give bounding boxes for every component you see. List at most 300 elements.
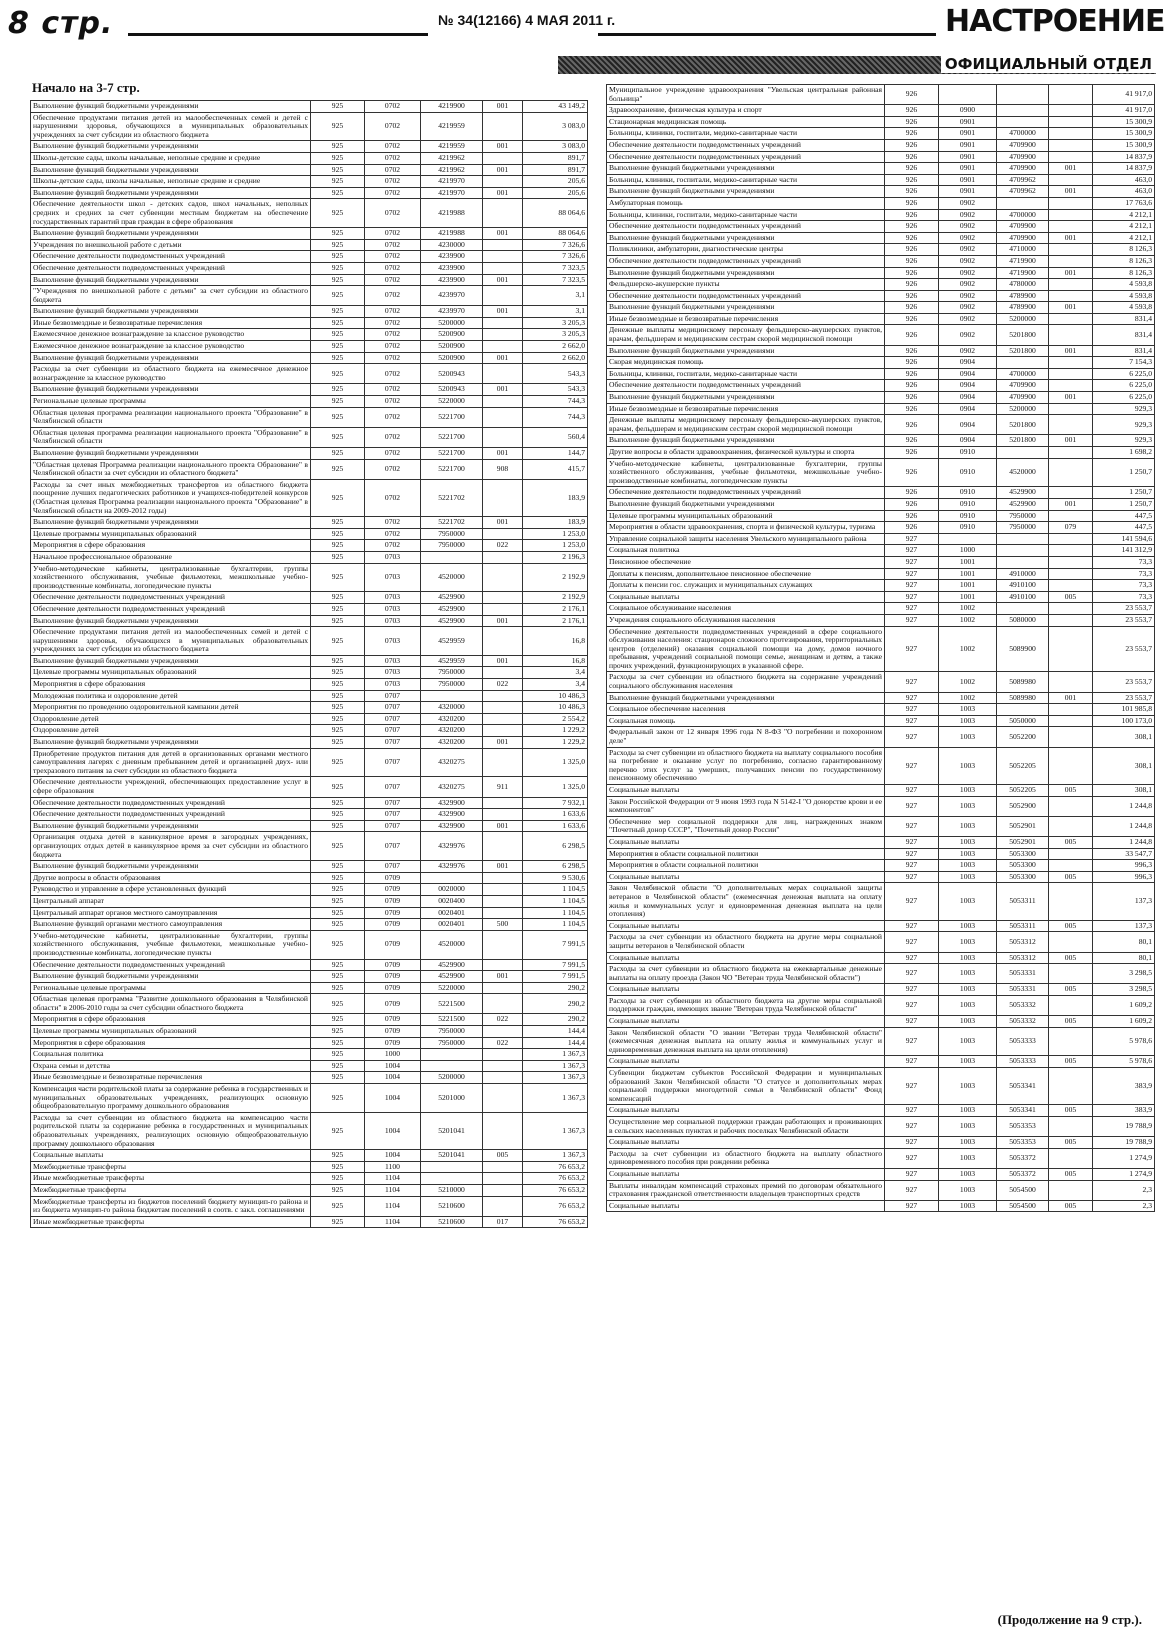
target-article-code: 7950000: [421, 679, 483, 691]
section-code: 1003: [939, 1105, 997, 1117]
target-article-code: 5089900: [997, 626, 1049, 672]
table-row: [31, 1184, 588, 1196]
ministry-code: 927: [885, 1105, 939, 1117]
expense-type-code: [1049, 1180, 1093, 1200]
amount: 14 837,9: [1093, 163, 1155, 175]
expense-type-code: [483, 317, 523, 329]
amount: 1 229,2: [523, 725, 588, 737]
line-item-name: Целевые программы муниципальных образований: [607, 510, 885, 522]
amount: 1 104,5: [523, 895, 588, 907]
ministry-code: 925: [311, 563, 365, 592]
section-code: 0904: [939, 435, 997, 447]
line-item-name: Центральный аппарат органов местного самоуправления: [31, 907, 311, 919]
line-item-name: Социальные выплаты: [607, 871, 885, 883]
expense-type-code: [1049, 151, 1093, 163]
ministry-code: 926: [885, 368, 939, 380]
table-row: [607, 984, 1155, 996]
line-item-name: Социальное обеспечение населения: [607, 704, 885, 716]
expense-type-code: [1049, 1068, 1093, 1105]
ministry-code: 925: [311, 982, 365, 994]
table-row: [607, 860, 1155, 872]
section-code: 1001: [939, 580, 997, 592]
target-article-code: 7950000: [421, 667, 483, 679]
amount: 7 991,5: [523, 930, 588, 959]
target-article-code: 5200000: [997, 313, 1049, 325]
ministry-code: 926: [885, 290, 939, 302]
table-row: [607, 498, 1155, 510]
ministry-code: 926: [885, 186, 939, 198]
amount: 7 154,3: [1093, 357, 1155, 369]
amount: 2 554,2: [523, 713, 588, 725]
amount: 1 609,2: [1093, 995, 1155, 1015]
amount: 10 486,3: [523, 690, 588, 702]
expense-type-code: 001: [483, 306, 523, 318]
section-code: 0702: [365, 329, 421, 341]
table-row: [31, 341, 588, 353]
target-article-code: 5201800: [997, 415, 1049, 435]
line-item-name: Пенсионное обеспечение: [607, 556, 885, 568]
line-item-name: Целевые программы муниципальных образований: [31, 667, 311, 679]
amount: 73,3: [1093, 580, 1155, 592]
line-item-name: Региональные целевые программы: [31, 396, 311, 408]
amount: 3 083,0: [523, 141, 588, 153]
table-row: [607, 415, 1155, 435]
ministry-code: 927: [885, 1137, 939, 1149]
expense-type-code: [483, 994, 523, 1014]
line-item-name: Управление социальной защиты населения Увельского муниципального района: [607, 533, 885, 545]
ministry-code: 925: [311, 396, 365, 408]
amount: 1 250,7: [1093, 458, 1155, 487]
amount: 1 104,5: [523, 907, 588, 919]
target-article-code: 4709900: [997, 151, 1049, 163]
amount: 7 932,1: [523, 797, 588, 809]
target-article-code: 5201800: [997, 435, 1049, 447]
ministry-code: 925: [311, 861, 365, 873]
ministry-code: 926: [885, 232, 939, 244]
line-item-name: Социальные выплаты: [607, 1105, 885, 1117]
ministry-code: 927: [885, 692, 939, 704]
amount: 996,3: [1093, 871, 1155, 883]
amount: 4 212,1: [1093, 232, 1155, 244]
section-code: 1003: [939, 932, 997, 952]
target-article-code: 0020401: [421, 907, 483, 919]
table-row: [607, 1168, 1155, 1180]
expense-type-code: 001: [483, 141, 523, 153]
ministry-code: 927: [885, 591, 939, 603]
table-row: [31, 329, 588, 341]
amount: 1 250,7: [1093, 498, 1155, 510]
line-item-name: Выполнение функций бюджетными учреждениями: [607, 435, 885, 447]
line-item-name: Мероприятия в области здравоохранения, спорта и физической культуры, туризма: [607, 522, 885, 534]
ministry-code: 927: [885, 603, 939, 615]
amount: 1 367,3: [523, 1060, 588, 1072]
expense-type-code: [483, 329, 523, 341]
table-row: [31, 603, 588, 615]
amount: 4 593,8: [1093, 290, 1155, 302]
table-row: [607, 747, 1155, 784]
expense-type-code: [1049, 747, 1093, 784]
amount: 1 325,0: [523, 777, 588, 797]
expense-type-code: 001: [1049, 392, 1093, 404]
amount: 14 837,9: [1093, 151, 1155, 163]
amount: 308,1: [1093, 747, 1155, 784]
expense-type-code: [483, 748, 523, 777]
expense-type-code: 005: [1049, 785, 1093, 797]
ministry-code: 925: [311, 407, 365, 427]
target-article-code: 5221700: [421, 427, 483, 447]
target-article-code: 4239900: [421, 274, 483, 286]
ministry-code: 926: [885, 392, 939, 404]
amount: 76 653,2: [523, 1196, 588, 1216]
expense-type-code: 005: [1049, 984, 1093, 996]
amount: 10 486,3: [523, 702, 588, 714]
amount: 137,3: [1093, 920, 1155, 932]
section-code: 0702: [365, 187, 421, 199]
line-item-name: Обеспечение деятельности учреждений, обеспечивающих предоставление услуг в сфере образования: [31, 777, 311, 797]
amount: 744,3: [523, 396, 588, 408]
ministry-code: 925: [311, 1014, 365, 1026]
expense-type-code: [1049, 1027, 1093, 1056]
amount: 41 917,0: [1093, 105, 1155, 117]
ministry-code: 925: [311, 907, 365, 919]
header-rule: [598, 33, 936, 36]
line-item-name: Больницы, клиники, госпитали, медико-санитарные части: [607, 128, 885, 140]
line-item-name: Выполнение функций бюджетными учреждениями: [31, 101, 311, 113]
ministry-code: 927: [885, 1168, 939, 1180]
expense-type-code: 001: [483, 384, 523, 396]
line-item-name: Иные межбюджетные трансферты: [31, 1216, 311, 1228]
line-item-name: Мероприятия по проведению оздоровительной кампании детей: [31, 702, 311, 714]
expense-type-code: [1049, 139, 1093, 151]
line-item-name: Школы-детские сады, школы начальные, неполные средние и средние: [31, 176, 311, 188]
table-row: [31, 407, 588, 427]
expense-type-code: 001: [483, 187, 523, 199]
expense-type-code: [1049, 174, 1093, 186]
ministry-code: 925: [311, 809, 365, 821]
amount: 6 298,5: [523, 832, 588, 861]
ministry-code: 926: [885, 105, 939, 117]
target-article-code: 4529900: [421, 959, 483, 971]
section-code: 0902: [939, 302, 997, 314]
expense-type-code: 005: [1049, 1200, 1093, 1212]
amount: 1 104,5: [523, 919, 588, 931]
section-code: 0703: [365, 603, 421, 615]
section-code: 0702: [365, 251, 421, 263]
expense-type-code: [1049, 1148, 1093, 1168]
expense-type-code: 005: [1049, 920, 1093, 932]
table-row: [607, 591, 1155, 603]
amount: 1 367,3: [523, 1112, 588, 1149]
target-article-code: 5200000: [997, 403, 1049, 415]
expense-type-code: [483, 982, 523, 994]
line-item-name: Межбюджетные трансферты: [31, 1184, 311, 1196]
table-row: [31, 777, 588, 797]
line-item-name: Учреждения по внешкольной работе с детьми: [31, 239, 311, 251]
section-code: 0709: [365, 1026, 421, 1038]
section-code: 1003: [939, 1117, 997, 1137]
ministry-code: 925: [311, 592, 365, 604]
table-row: [607, 932, 1155, 952]
line-item-name: Денежные выплаты медицинскому персоналу фельдшерско-акушерских пунктов, врачам, фельдшерам и медицинским сестрам скорой медицинской помощи: [607, 415, 885, 435]
amount: 5 978,6: [1093, 1027, 1155, 1056]
amount: 1 229,2: [523, 737, 588, 749]
line-item-name: Обеспечение деятельности подведомственных учреждений: [607, 487, 885, 499]
table-row: [607, 672, 1155, 692]
amount: 1 698,2: [1093, 447, 1155, 459]
table-row: [31, 352, 588, 364]
amount: 3 205,3: [523, 329, 588, 341]
line-item-name: Выполнение функций бюджетными учреждениями: [31, 306, 311, 318]
expense-type-code: [483, 702, 523, 714]
target-article-code: 5200000: [421, 1072, 483, 1084]
line-item-name: Региональные целевые программы: [31, 982, 311, 994]
section-code: 0902: [939, 313, 997, 325]
section-code: 0702: [365, 274, 421, 286]
issue-line: № 34(12166) 4 МАЯ 2011 г.: [438, 12, 616, 28]
line-item-name: Расходы за счет субвенции из областного бюджета на компенсацию части родительской платы за содержание ребенка в государственных и муниципальных образовательных учреждениях, реализующих основную общеобразовательную программу дошкольного образования: [31, 1112, 311, 1149]
amount: 7 326,6: [523, 251, 588, 263]
table-row: [607, 1016, 1155, 1028]
expense-type-code: 001: [483, 971, 523, 983]
amount: 2 192,9: [523, 592, 588, 604]
target-article-code: [997, 603, 1049, 615]
section-code: 0910: [939, 447, 997, 459]
section-code: 0707: [365, 748, 421, 777]
target-article-code: 4520000: [997, 458, 1049, 487]
ministry-code: 925: [311, 176, 365, 188]
ministry-code: 926: [885, 522, 939, 534]
ministry-code: 925: [311, 895, 365, 907]
target-article-code: 5050000: [997, 715, 1049, 727]
expense-type-code: [1049, 368, 1093, 380]
ministry-code: 927: [885, 796, 939, 816]
ministry-code: 925: [311, 959, 365, 971]
amount: 290,2: [523, 1014, 588, 1026]
ministry-code: 927: [885, 1016, 939, 1028]
amount: 3,1: [523, 286, 588, 306]
line-item-name: Выполнение функций бюджетными учреждениями: [607, 186, 885, 198]
line-item-name: Денежные выплаты медицинскому персоналу фельдшерско-акушерских пунктов, врачам, фельдшерам и медицинским сестрам скорой медицинской помощи: [607, 325, 885, 345]
table-row: [607, 1105, 1155, 1117]
amount: 76 653,2: [523, 1216, 588, 1228]
section-code: 0703: [365, 592, 421, 604]
budget-table-right: [606, 84, 1154, 1212]
amount: 19 788,9: [1093, 1137, 1155, 1149]
expense-type-code: 001: [483, 737, 523, 749]
table-row: [31, 615, 588, 627]
section-code: 1003: [939, 1027, 997, 1056]
ministry-code: 925: [311, 1150, 365, 1162]
target-article-code: 4219900: [421, 101, 483, 113]
target-article-code: 7950000: [421, 1037, 483, 1049]
amount: 3,1: [523, 306, 588, 318]
target-article-code: [421, 690, 483, 702]
ministry-code: 926: [885, 313, 939, 325]
amount: 1 609,2: [1093, 1016, 1155, 1028]
amount: 16,8: [523, 655, 588, 667]
ministry-code: 925: [311, 615, 365, 627]
table-row: [31, 551, 588, 563]
expense-type-code: [483, 1026, 523, 1038]
expense-type-code: [1049, 545, 1093, 557]
ministry-code: 926: [885, 345, 939, 357]
amount: 1 244,8: [1093, 836, 1155, 848]
line-item-name: Социальные выплаты: [607, 984, 885, 996]
expense-type-code: 001: [1049, 498, 1093, 510]
section-code: 0902: [939, 345, 997, 357]
table-row: [31, 982, 588, 994]
target-article-code: 4910000: [997, 568, 1049, 580]
expense-type-code: [1049, 580, 1093, 592]
line-item-name: Мероприятия в сфере образования: [31, 540, 311, 552]
section-code: 1003: [939, 1068, 997, 1105]
table-row: [607, 952, 1155, 964]
expense-type-code: 001: [483, 164, 523, 176]
target-article-code: [421, 1060, 483, 1072]
section-code: 0702: [365, 459, 421, 479]
ministry-code: 927: [885, 860, 939, 872]
line-item-name: Обеспечение деятельности подведомственных учреждений: [607, 139, 885, 151]
amount: 15 300,9: [1093, 128, 1155, 140]
target-article-code: 4719900: [997, 255, 1049, 267]
ministry-code: 925: [311, 971, 365, 983]
target-article-code: 4219962: [421, 164, 483, 176]
expense-type-code: [483, 592, 523, 604]
section-code: 0702: [365, 164, 421, 176]
target-article-code: 4709962: [997, 186, 1049, 198]
amount: 144,4: [523, 1026, 588, 1038]
section-code: 0702: [365, 364, 421, 384]
ministry-code: 925: [311, 737, 365, 749]
amount: 3 298,5: [1093, 964, 1155, 984]
target-article-code: 7950000: [421, 1026, 483, 1038]
section-code: 1002: [939, 626, 997, 672]
amount: 929,3: [1093, 415, 1155, 435]
ministry-code: 925: [311, 832, 365, 861]
expense-type-code: [1049, 447, 1093, 459]
section-code: 0910: [939, 458, 997, 487]
target-article-code: 5053333: [997, 1027, 1049, 1056]
expense-type-code: 001: [483, 101, 523, 113]
table-row: [607, 522, 1155, 534]
target-article-code: 5221702: [421, 517, 483, 529]
ministry-code: 925: [311, 1173, 365, 1185]
section-code: 0904: [939, 392, 997, 404]
section-code: 1004: [365, 1084, 421, 1113]
ministry-code: 925: [311, 655, 365, 667]
section-code: 1104: [365, 1216, 421, 1228]
target-article-code: 4710000: [997, 244, 1049, 256]
target-article-code: [421, 551, 483, 563]
target-article-code: 4700000: [997, 368, 1049, 380]
target-article-code: 5052200: [997, 727, 1049, 747]
ministry-code: 927: [885, 984, 939, 996]
table-row: [607, 692, 1155, 704]
target-article-code: 4329976: [421, 861, 483, 873]
expense-type-code: [483, 1049, 523, 1061]
line-item-name: Иные безвозмездные и безвозвратные перечисления: [31, 317, 311, 329]
ministry-code: 926: [885, 85, 939, 105]
ministry-code: 925: [311, 930, 365, 959]
target-article-code: 4529959: [421, 655, 483, 667]
ministry-code: 925: [311, 459, 365, 479]
amount: 205,6: [523, 176, 588, 188]
line-item-name: Расходы за счет иных межбюджетных трансфертов из областного бюджета поощрение лучших педагогических работников и учащихся-победителей конкурсов (Областная целевая Программа реализации национального проекта "Образование" в Челябинской области на 2009-2012 годы): [31, 479, 311, 516]
section-code: 1002: [939, 692, 997, 704]
table-row: [607, 209, 1155, 221]
line-item-name: Мероприятия в области социальной политики: [607, 848, 885, 860]
ministry-code: 925: [311, 777, 365, 797]
line-item-name: Социальные выплаты: [607, 1168, 885, 1180]
ministry-code: 926: [885, 163, 939, 175]
expense-type-code: 005: [1049, 836, 1093, 848]
expense-type-code: [1049, 403, 1093, 415]
table-row: [607, 163, 1155, 175]
amount: 2 662,0: [523, 352, 588, 364]
table-row: [31, 164, 588, 176]
section-code: 1003: [939, 984, 997, 996]
target-article-code: 5201041: [421, 1150, 483, 1162]
section-code: 1002: [939, 603, 997, 615]
expense-type-code: 022: [483, 1037, 523, 1049]
section-code: 1003: [939, 920, 997, 932]
table-row: [607, 533, 1155, 545]
expense-type-code: 022: [483, 540, 523, 552]
target-article-code: 7950000: [421, 528, 483, 540]
expense-type-code: [1049, 458, 1093, 487]
target-article-code: 5053300: [997, 860, 1049, 872]
ministry-code: 927: [885, 747, 939, 784]
amount: 1 244,8: [1093, 796, 1155, 816]
table-row: [31, 725, 588, 737]
target-article-code: 4219988: [421, 228, 483, 240]
section-code: 1100: [365, 1161, 421, 1173]
expense-type-code: [483, 667, 523, 679]
amount: 8 126,3: [1093, 255, 1155, 267]
section-code: 0702: [365, 286, 421, 306]
amount: 23 553,7: [1093, 614, 1155, 626]
table-row: [31, 1026, 588, 1038]
target-article-code: 5089980: [997, 692, 1049, 704]
ministry-code: 926: [885, 151, 939, 163]
line-item-name: Мероприятия в сфере образования: [31, 1014, 311, 1026]
table-row: [31, 884, 588, 896]
line-item-name: Ежемесячное денежное вознаграждение за классное руководство: [31, 341, 311, 353]
target-article-code: 4529900: [421, 603, 483, 615]
line-item-name: Субвенции бюджетам субъектов Российской Федерации и муниципальных образований Закон Челябинской области "О статусе и дополнительных мерах социальной поддержки многодетной семьи в Челябинской области" Фонд компенсаций: [607, 1068, 885, 1105]
section-code: 0703: [365, 563, 421, 592]
ministry-code: 925: [311, 702, 365, 714]
section-code: 0702: [365, 517, 421, 529]
expense-type-code: [483, 690, 523, 702]
target-article-code: 5053331: [997, 984, 1049, 996]
table-row: [607, 290, 1155, 302]
line-item-name: Другие вопросы в области здравоохранения, физической культуры и спорта: [607, 447, 885, 459]
expense-type-code: 001: [1049, 163, 1093, 175]
line-item-name: Иные безвозмездные и безвозвратные перечисления: [607, 403, 885, 415]
table-row: [607, 447, 1155, 459]
line-item-name: Выполнение функций бюджетными учреждениями: [31, 164, 311, 176]
amount: 4 593,8: [1093, 279, 1155, 291]
ministry-code: 925: [311, 101, 365, 113]
table-row: [31, 101, 588, 113]
target-article-code: 4709900: [997, 163, 1049, 175]
target-article-code: 5053341: [997, 1068, 1049, 1105]
amount: 463,0: [1093, 186, 1155, 198]
target-article-code: 4219962: [421, 152, 483, 164]
ministry-code: 926: [885, 325, 939, 345]
target-article-code: 5053331: [997, 964, 1049, 984]
